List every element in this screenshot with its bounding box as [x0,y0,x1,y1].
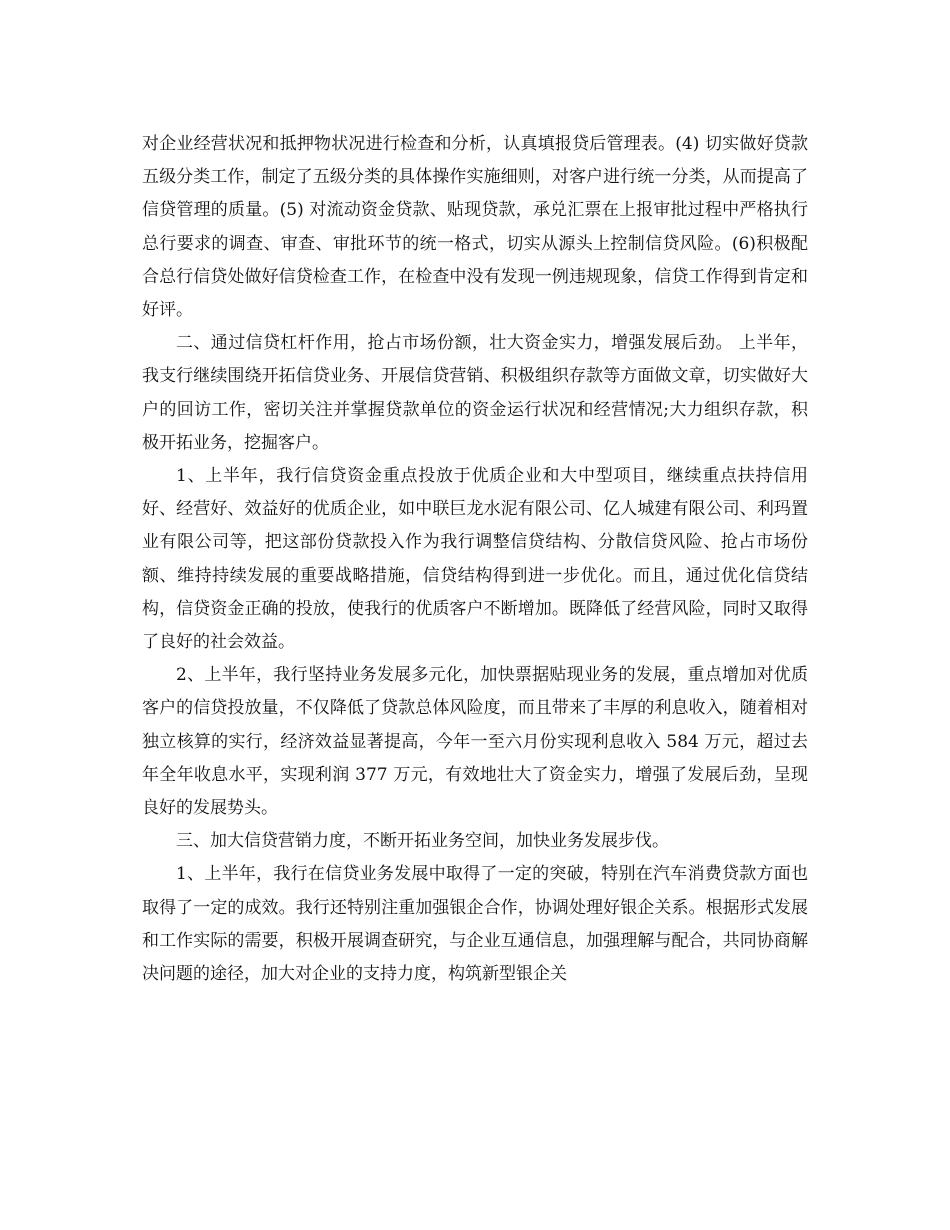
paragraph-item-1-consumer-loans: 1、上半年，我行在信贷业务发展中取得了一定的突破，特别在汽车消费贷款方面也取得了一定的成效。我行还特别注重加强银企合作，协调处理好银企关系。根据形式发展和工作实际的需要，积极开展调查研究，与企业互通信息，加强理解与配合，共同协商解决问题的途径，加大对企业的支持力度，构筑新型银企关 [142,864,808,985]
paragraph-item-2-diversified-development: 2、上半年，我行坚持业务发展多元化，加快票据贴现业务的发展，重点增加对优质客户的信贷投放量，不仅降低了贷款总体风险度，而且带来了丰厚的利息收入，随着相对独立核算的实行，经济效益显著提高，今年一至六月份实现利息收入 584 万元，超过去年全年收息水平，实现利润 377 万元，有效地壮大了资金实力，增强了发展后劲，呈现良好的发展势头。 [142,665,808,819]
document-body [142,128,808,991]
paragraph-section-two-credit-leverage: 二、通过信贷杠杆作用，抢占市场份额，壮大资金实力，增强发展后劲。 上半年，我支行继续围绕开拓信贷业务、开展信贷营销、积极组织存款等方面做文章，切实做好大户的回访工作，密切关注并掌握贷款单位的资金运行状况和经营情况;大力组织存款，积极开拓业务，挖掘客户。 [142,333,808,453]
paragraph-item-1-quality-enterprises: 1、上半年，我行信贷资金重点投放于优质企业和大中型项目，继续重点扶持信用好、经营好、效益好的优质企业，如中联巨龙水泥有限公司、亿人城建有限公司、利玛置业有限公司等，把这部份贷款投入作为我行调整信贷结构、分散信贷风险、抢占市场份额、维持持续发展的重要战略措施，信贷结构得到进一步优化。而且，通过优化信贷结构，信贷资金正确的投放，使我行的优质客户不断增加。既降低了经营风险，同时又取得了良好的社会效益。 [142,466,808,653]
paragraph-section-three-marketing: 三、加大信贷营销力度，不断开拓业务空间，加快业务发展步伐。 [176,831,669,852]
paragraph-credit-management-continued: 对企业经营状况和抵押物状况进行检查和分析，认真填报贷后管理表。(4) 切实做好贷款五级分类工作，制定了五级分类的具体操作实施细则，对客户进行统一分类，从而提高了信贷管理的质量。(5) 对流动资金贷款、贴现贷款，承兑汇票在上报审批过程中严格执行总行要求的调查、审查、审批环节的统一格式，切实从源头上控制信贷风险。(6)积极配合总行信贷处做好信贷检查工作，在检查中没有发现一例违规现象，信贷工作得到肯定和好评。 [142,134,808,321]
